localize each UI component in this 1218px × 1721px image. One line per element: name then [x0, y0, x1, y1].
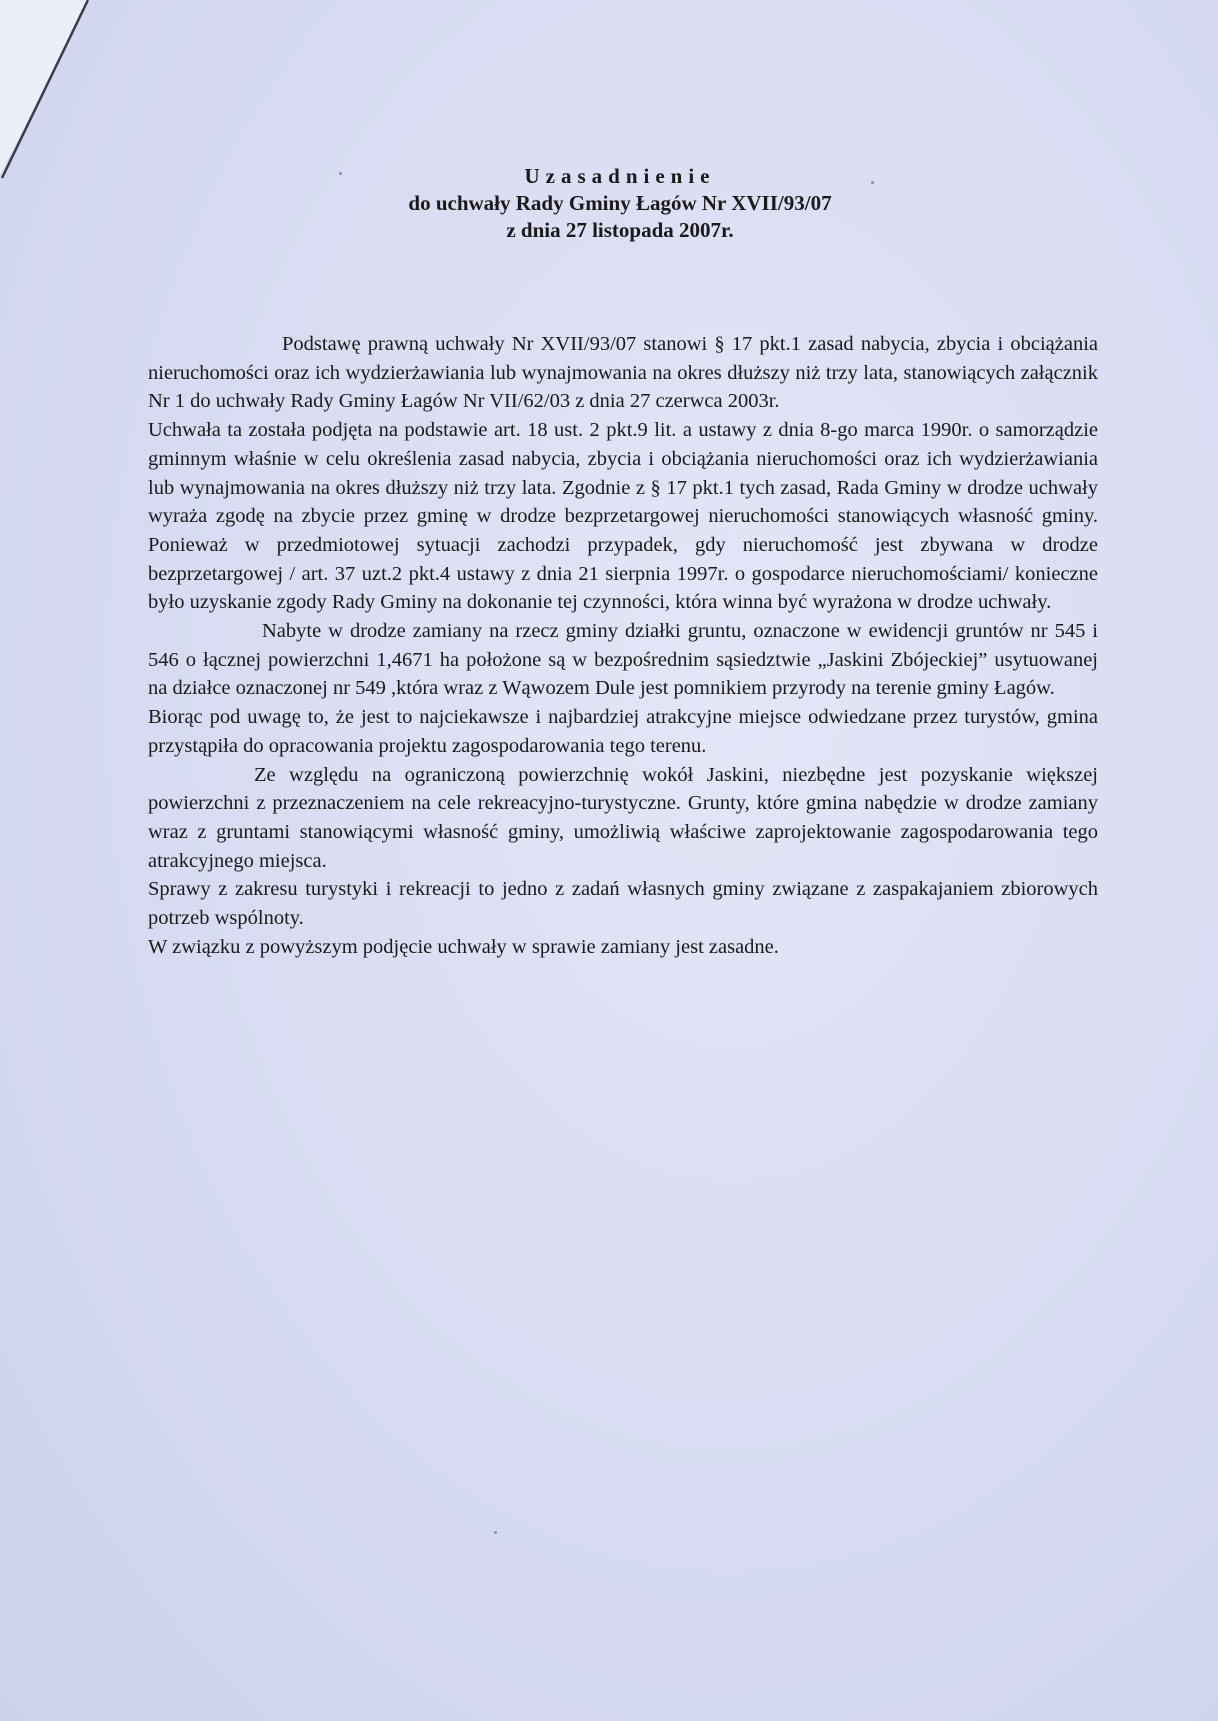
- paragraph-conclusion: W związku z powyższym podjęcie uchwały w sprawie zamiany jest zasadne.: [148, 935, 779, 958]
- page-fold-mark: [0, 0, 110, 200]
- paragraph-municipal-tasks: Sprawy z zakresu turystyki i rekreacji to jedno z zadań własnych gminy związane z zaspakajaniem zbiorowych potrzeb wspólnoty.: [148, 878, 1098, 930]
- paragraph-resolution-context: Uchwała ta została podjęta na podstawie art. 18 ust. 2 pkt.9 lit. a ustawy z dnia 8-go marca 1990r. o samorządzie gminnym właśnie w celu określenia zasad nabycia, zbycia i obciążania nieruchomości oraz ich wydzierżawiania lub wynajmowania na okres dłuższy niż trzy lata. Zgodnie z § 17 pkt.1 tych zasad, Rada Gminy w drodze uchwały wyraża zgodę na zbycie przez gminę w drodze bezprzetargowej nieruchomości stanowiących własność gminy. Ponieważ w przedmiotowej sytuacji zachodzi przypadek, gdy nieruchomość jest zbywana w drodze bezprzetargowej / art. 37 uzt.2 pkt.4 ustawy z dnia 21 sierpnia 1997r. o gospodarce nieruchomościami/ konieczne było uzyskanie zgody Rady Gminy na dokonanie tej czynności, która winna być wyrażona w drodze uchwały.: [148, 419, 1098, 614]
- document-subtitle: do uchwały Rady Gminy Łagów Nr XVII/93/07: [408, 191, 832, 215]
- paragraph-acquired-plots: Nabyte w drodze zamiany na rzecz gminy działki gruntu, oznaczone w ewidencji gruntów nr 545 i 546 o łącznej powierzchni 1,4671 ha położone są w bezpośrednim sąsiedztwie „Jaskini Zbójeckiej” usytuowanej na działce oznaczonej nr 549 ,która wraz z Wąwozem Dule jest pomnikiem przyrody na terenie gminy Łagów.: [148, 620, 1098, 700]
- document-header: [250, 163, 990, 244]
- speck: [494, 1531, 497, 1534]
- document-date: z dnia 27 listopada 2007r.: [506, 218, 734, 242]
- paragraph-tourist-attraction: Biorąc pod uwagę to, że jest to najciekawsze i najbardziej atrakcyjne miejsce odwiedzane przez turystów, gmina przystąpiła do opracowania projektu zagospodarowania tego terenu.: [148, 706, 1098, 757]
- document-body: [148, 330, 1098, 961]
- document-title: Uzasadnienie: [524, 164, 716, 188]
- paragraph-legal-basis: Podstawę prawną uchwały Nr XVII/93/07 stanowi § 17 pkt.1 zasad nabycia, zbycia i obciążania nieruchomości oraz ich wydzierżawiania lub wynajmowania na okres dłuższy niż trzy lata, stanowiących załącznik Nr 1 do uchwały Rady Gminy Łagów Nr VII/62/03 z dnia 27 czerwca 2003r.: [148, 333, 1098, 413]
- paragraph-area-need: Ze względu na ograniczoną powierzchnię wokół Jaskini, niezbędne jest pozyskanie większej powierzchni z przeznaczeniem na cele rekreacyjno-turystyczne. Grunty, które gmina nabędzie w drodze zamiany wraz z gruntami stanowiącymi własność gminy, umożliwią właściwe zaprojektowanie zagospodarowania tego atrakcyjnego miejsca.: [148, 763, 1098, 872]
